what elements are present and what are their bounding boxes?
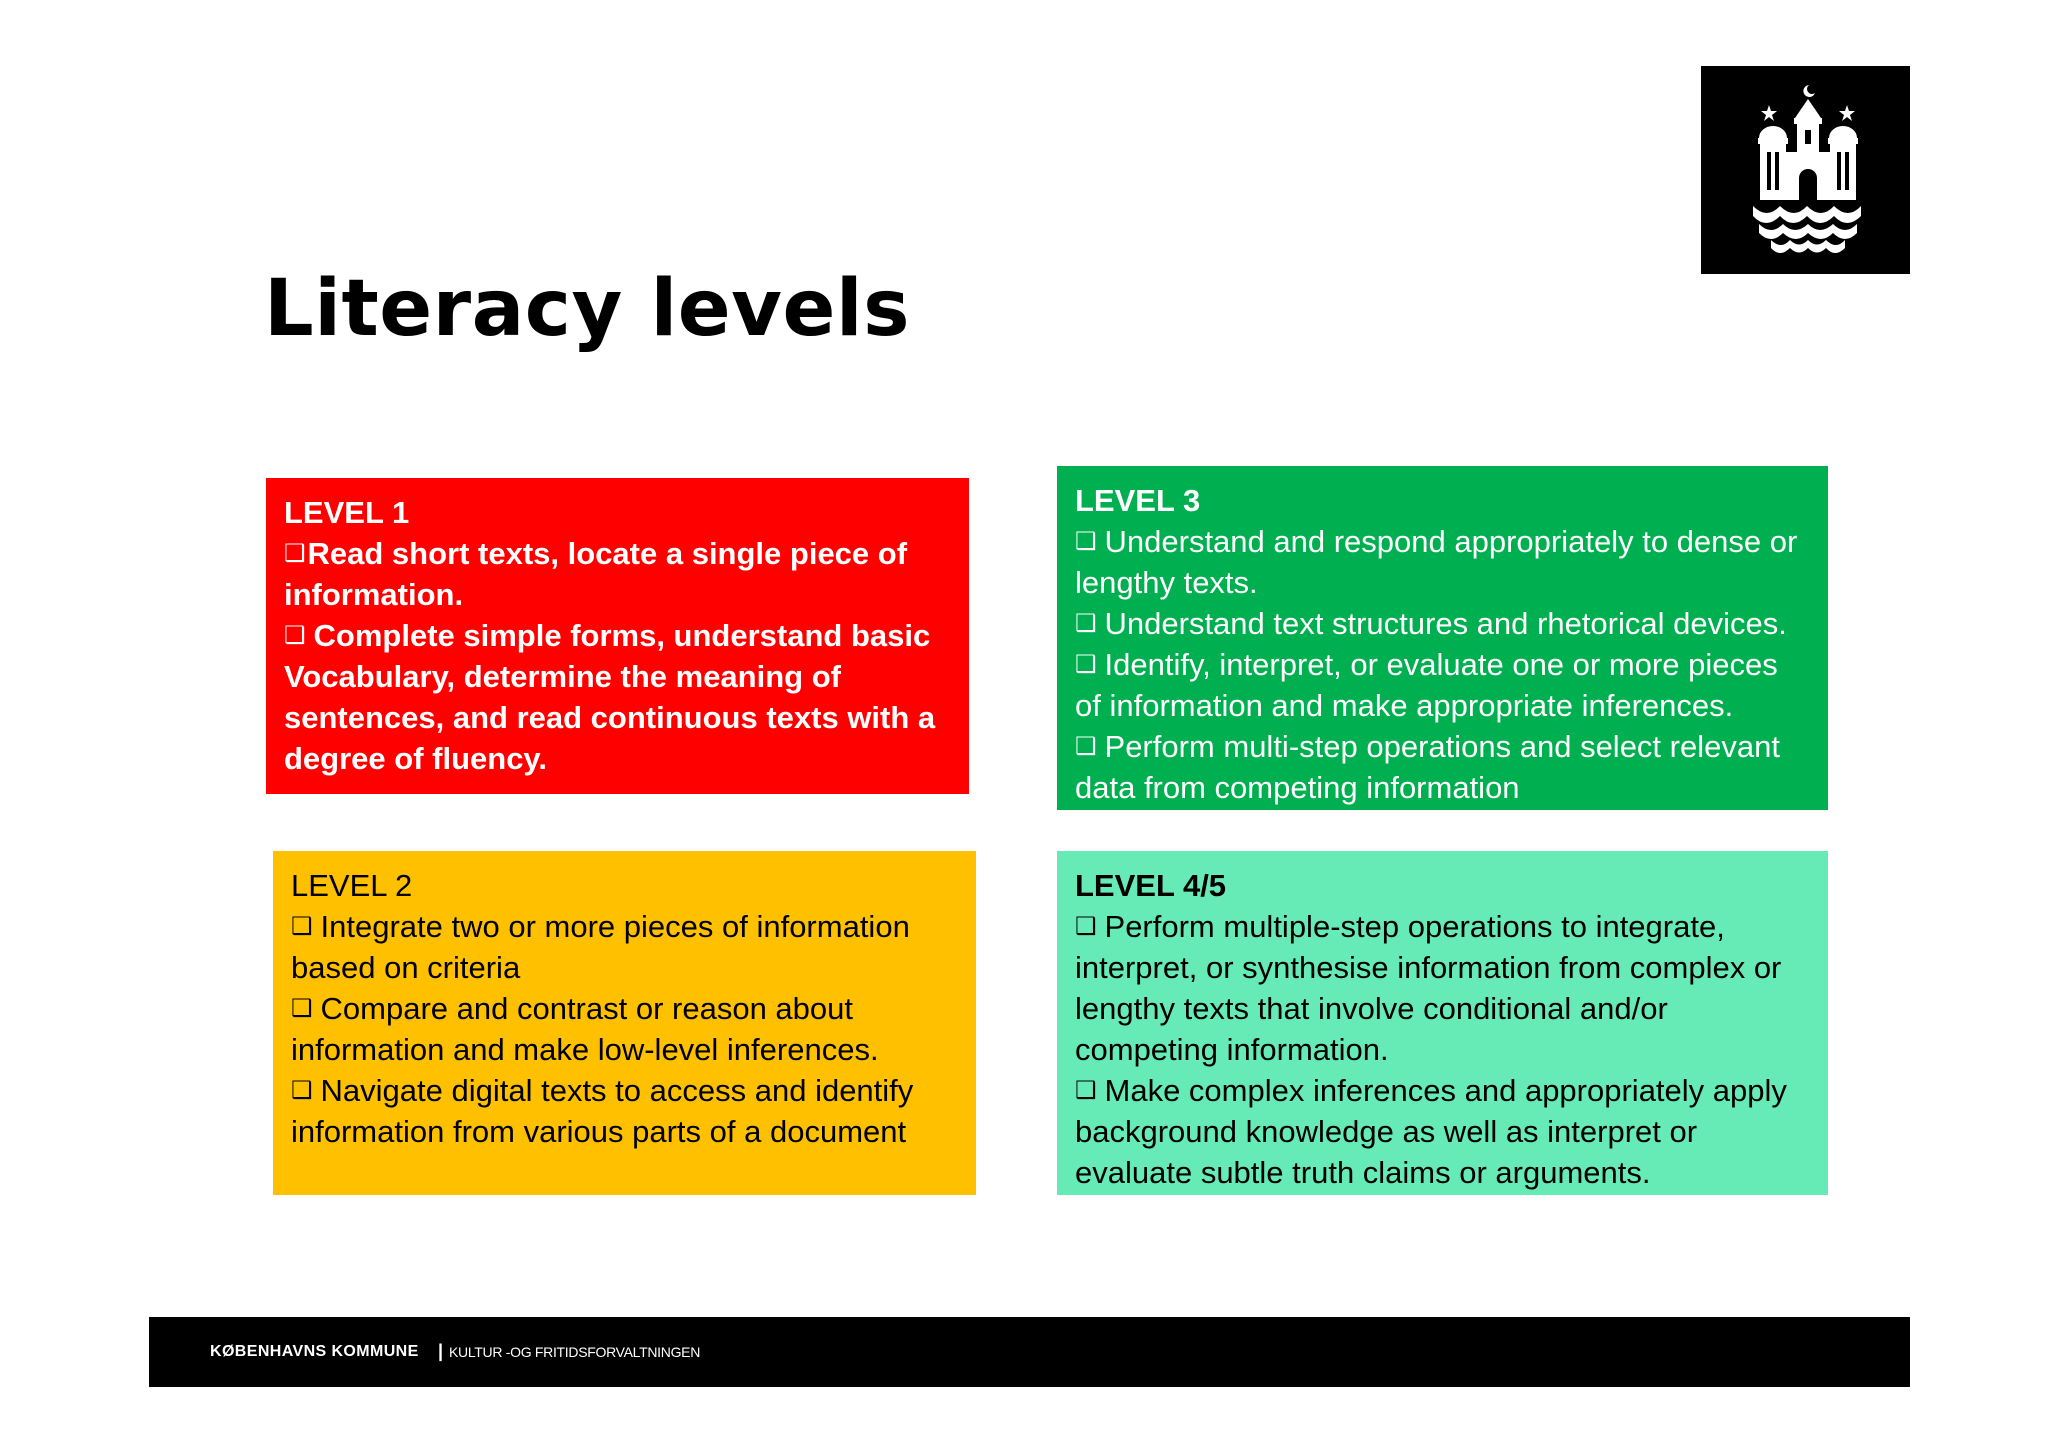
checkbox-icon: ❑ [1075, 527, 1097, 555]
level-2-item: ❑ Compare and contrast or reason about information and make low-level inferences. [291, 991, 879, 1067]
page-title: Literacy levels [264, 264, 911, 354]
checkbox-icon: ❑ [1075, 1076, 1097, 1104]
level-1-card [266, 478, 969, 794]
level-2-item: ❑ Integrate two or more pieces of information based on criteria [291, 909, 910, 985]
footer-bar [149, 1317, 1910, 1387]
level-2-item: ❑ Navigate digital texts to access and identify information from various parts of a document [291, 1073, 914, 1149]
level-3-item: ❑ Understand text structures and rhetorical devices. [1075, 606, 1787, 641]
level-2-card [273, 851, 976, 1195]
level-3-item: ❑ Understand and respond appropriately to dense or lengthy texts. [1075, 524, 1798, 600]
level-3-card [1057, 466, 1828, 810]
checkbox-icon: ❑ [284, 539, 306, 567]
checkbox-icon: ❑ [291, 912, 313, 940]
footer-department: KULTUR -OG FRITIDSFORVALTNINGEN [449, 1344, 701, 1360]
copenhagen-coat-of-arms-icon [1701, 66, 1910, 274]
footer-separator: | [438, 1341, 444, 1361]
checkbox-icon: ❑ [1075, 650, 1097, 678]
checkbox-icon: ❑ [1075, 609, 1097, 637]
checkbox-icon: ❑ [1075, 732, 1097, 760]
level-4-5-item: ❑ Make complex inferences and appropriately apply background knowledge as well as interpret or evaluate subtle truth claims or arguments. [1075, 1073, 1787, 1190]
checkbox-icon: ❑ [1075, 912, 1097, 940]
level-4-5-item: ❑ Perform multiple-step operations to integrate, interpret, or synthesise information from complex or lengthy texts that involve conditional and/or competing information. [1075, 909, 1782, 1067]
level-3-item: ❑ Identify, interpret, or evaluate one or more pieces of information and make appropriate inferences. [1075, 647, 1778, 723]
checkbox-icon: ❑ [291, 994, 313, 1022]
level-2-heading: LEVEL 2 [291, 868, 413, 903]
level-1-item: ❑Read short texts, locate a single piece of information. [284, 536, 908, 612]
checkbox-icon: ❑ [284, 621, 306, 649]
footer-organization: KØBENHAVNS KOMMUNE [210, 1343, 419, 1360]
level-4-5-card [1057, 851, 1828, 1195]
level-1-item: ❑ Complete simple forms, understand basic Vocabulary, determine the meaning of sentences, and read continuous texts with a degree of fluency. [284, 618, 936, 776]
level-3-heading: LEVEL 3 [1075, 483, 1201, 518]
level-3-item: ❑ Perform multi-step operations and select relevant data from competing information [1075, 729, 1780, 805]
checkbox-icon: ❑ [291, 1076, 313, 1104]
level-4-5-heading: LEVEL 4/5 [1075, 868, 1227, 903]
logo [1701, 66, 1910, 274]
level-1-heading: LEVEL 1 [284, 495, 410, 530]
